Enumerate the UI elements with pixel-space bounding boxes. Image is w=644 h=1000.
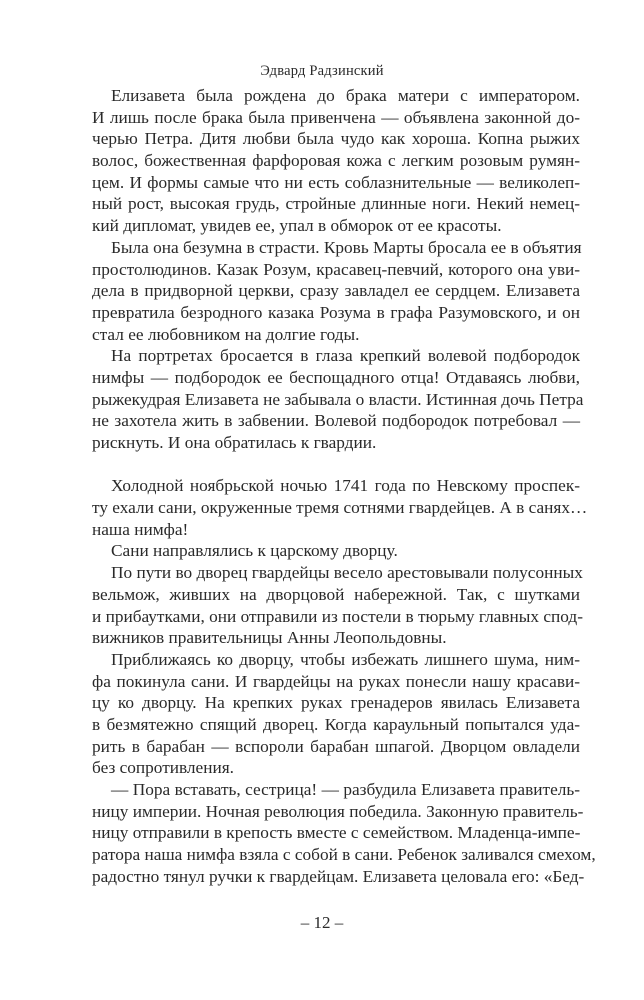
paragraph (92, 237, 580, 345)
paragraph (92, 779, 596, 887)
paragraph (92, 345, 584, 453)
text-line: без сопротивления. (92, 758, 234, 778)
paragraph (92, 85, 580, 237)
text-line: нимфы — подбородок ее беспощадного отца! Отдаваясь любви, (92, 367, 580, 387)
text-line: — Пора вставать, сестрица! — разбудила Елизавета правитель- (111, 780, 580, 799)
text-line: Холодной ноябрьской ночью 1741 года по Невскому проспек- (111, 476, 580, 496)
text-line: рыжекудрая Елизавета не забывала о власти. Истинная дочь Петра (92, 389, 584, 409)
text-line: черью Петра. Дитя любви была чудо как хороша. Копна рыжих (92, 129, 580, 149)
text-line: Сани направлялись к царскому дворцу. (111, 541, 398, 561)
text-line: не захотела жить в забвении. Волевой подбородок потребовал — (92, 411, 580, 431)
text-line: дела в придворной церкви, сразу завладел ее сердцем. Елизавета (92, 281, 580, 301)
text-line: ный рост, высокая грудь, стройные длинные ноги. Некий немец- (92, 194, 580, 214)
text-line: На портретах бросается в глаза крепкий волевой подбородок (111, 346, 580, 366)
paragraph (92, 562, 583, 649)
text-line: стал ее любовником на долгие годы. (92, 324, 360, 344)
text-line: По пути во дворец гвардейцы весело арестовывали полусонных (111, 563, 583, 583)
text-line: фа покинула сани. И гвардейцы на руках понесли нашу красави- (92, 671, 580, 691)
paragraph (92, 540, 580, 562)
text-line: наша нимфа! (92, 519, 189, 539)
text-line: ницу отправили в крепость вместе с семейством. Младенца-импе- (92, 823, 581, 843)
paragraph (92, 649, 580, 779)
paragraph (92, 475, 588, 540)
text-line: простолюдинов. Казак Розум, красавец-певчий, которого она уви- (92, 259, 580, 279)
text-line: волос, божественная фарфоровая кожа с легким розовым румян- (92, 151, 580, 171)
text-line: Приближаясь ко дворцу, чтобы избежать лишнего шума, ним- (111, 649, 580, 669)
text-line: и прибаутками, они отправили из постели в тюрьму главных спод- (92, 606, 583, 626)
text-line: ту ехали сани, окруженные тремя сотнями гвардейцев. А в санях… (92, 498, 588, 518)
text-line: превратила безродного казака Розума в графа Разумовского, и он (92, 302, 580, 322)
text-line: цу ко дворцу. На крепких руках гренадеров явилась Елизавета (92, 693, 580, 713)
text-line: ратора наша нимфа взяла с собой в сани. Ребенок заливался смехом, (92, 845, 596, 865)
text-line: И лишь после брака была привенчена — объявлена законной до- (92, 107, 580, 127)
text-line: вельмож, живших на дворцовой набережной. Так, с шутками (92, 584, 580, 604)
text-line: вижников правительницы Анны Леопольдовны. (92, 628, 447, 648)
running-head: Эдвард Радзинский (260, 63, 384, 79)
text-line: Елизавета была рождена до брака матери с императором. (111, 86, 580, 105)
text-line: в безмятежно спящий дворец. Когда караульный попытался уда- (92, 714, 580, 734)
text-line: рискнуть. И она обратилась к гвардии. (92, 433, 377, 452)
text-line: Была она безумна в страсти. Кровь Марты бросала ее в объятия (111, 237, 582, 257)
text-line: цем. И формы самые что ни есть соблазнительные — великолеп- (92, 172, 580, 192)
text-line: радостно тянул ручки к гвардейцам. Елизавета целовала его: «Бед- (92, 866, 585, 886)
text-line: рить в барабан — вспороли барабан шпагой. Дворцом овладели (92, 736, 580, 756)
text-line: кий дипломат, увидев ее, упал в обморок от ее красоты. (92, 216, 502, 236)
section-break (92, 454, 580, 476)
text-line: ницу империи. Ночная революция победила. Законную правитель- (92, 801, 584, 821)
page-number: – 12 – (300, 913, 344, 932)
body-text (92, 85, 596, 887)
